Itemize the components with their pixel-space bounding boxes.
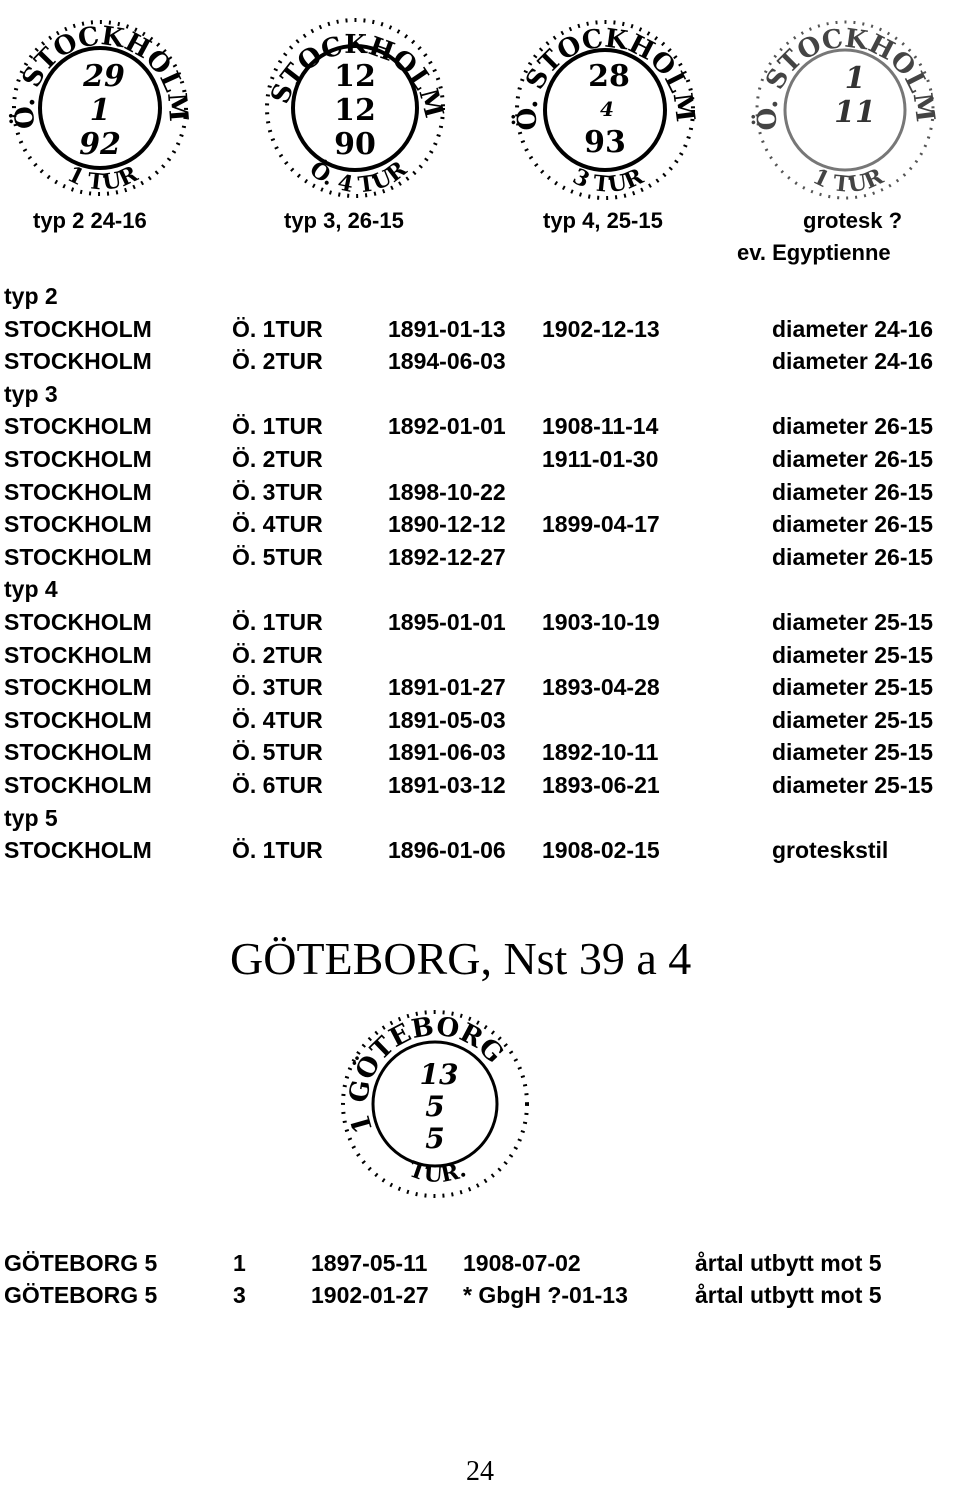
table-cell: STOCKHOLM — [4, 674, 152, 701]
table-cell: typ 5 — [4, 804, 58, 831]
table-row — [4, 446, 960, 478]
table-cell: 1902-01-27 — [311, 1282, 429, 1308]
table-cell: Ö. 3TUR — [232, 674, 323, 701]
table-cell: diameter 26-15 — [772, 413, 934, 440]
svg-text:TUR. — [406, 1156, 470, 1188]
table-cell: STOCKHOLM — [4, 315, 152, 342]
table-cell: 1892-12-27 — [388, 543, 506, 570]
stamp-arc-top: Ö. STOCKHOLM — [512, 23, 700, 131]
table-row — [4, 707, 960, 739]
table-cell: diameter 25-15 — [772, 674, 934, 701]
table-cell: diameter 25-15 — [772, 706, 934, 733]
table-cell: STOCKHOLM — [4, 641, 152, 668]
table-cell: typ 3 — [4, 380, 58, 407]
stamp-line: 4 — [600, 97, 614, 121]
table-cell: Ö. 1TUR — [232, 609, 323, 635]
table-row — [4, 381, 960, 413]
table-cell: diameter 26-15 — [772, 543, 934, 570]
table-cell: STOCKHOLM — [4, 739, 152, 766]
table-row — [4, 576, 960, 608]
table-cell: typ 4 — [4, 576, 58, 603]
stamp-line: 90 — [334, 127, 376, 162]
table-row — [4, 805, 960, 837]
table-row — [4, 511, 960, 543]
stamp-arc-bottom: TUR. — [405, 1156, 470, 1189]
table-cell: 1908-02-15 — [542, 837, 660, 864]
table-cell: * GbgH ?-01-13 — [463, 1282, 628, 1308]
postmark-goteborg — [335, 1000, 535, 1200]
caption-typ2: typ 2 24-16 — [33, 208, 147, 233]
table-cell: diameter 25-15 — [772, 772, 934, 798]
table-cell: 1895-01-01 — [388, 609, 506, 635]
table-cell: Ö. 4TUR — [232, 511, 323, 538]
stamp-arc-bottom: 3 TUR — [568, 163, 648, 199]
table-cell: STOCKHOLM — [4, 413, 152, 440]
table-cell: STOCKHOLM — [4, 772, 152, 798]
table-row — [4, 283, 960, 315]
table-cell: diameter 24-16 — [772, 348, 934, 375]
table-row — [4, 772, 960, 804]
table-row — [4, 1282, 960, 1314]
table-cell: diameter 25-15 — [772, 641, 934, 668]
table-cell: årtal utbytt mot 5 — [695, 1282, 882, 1308]
table-cell: GÖTEBORG 5 — [4, 1282, 158, 1308]
table-cell: STOCKHOLM — [4, 348, 152, 375]
table-cell: 1908-07-02 — [463, 1250, 581, 1276]
table-cell: 1897-05-11 — [311, 1250, 428, 1276]
stamp-line: 28 — [588, 59, 630, 94]
stamp-line: 93 — [584, 125, 626, 160]
table-cell: STOCKHOLM — [4, 511, 152, 538]
stamp-arc-top: 1 GÖTEBORG — [343, 1011, 510, 1137]
table-row — [4, 479, 960, 511]
table-cell: 1894-06-03 — [388, 348, 506, 375]
table-cell: diameter 26-15 — [772, 446, 934, 472]
table-row — [4, 609, 960, 641]
table-cell: 1898-10-22 — [388, 478, 506, 505]
table-cell: Ö. 1TUR — [232, 315, 323, 342]
table-row — [4, 739, 960, 771]
table-cell: 1891-01-13 — [388, 315, 506, 342]
stamp-line: 29 — [83, 59, 125, 94]
table-cell: Ö. 4TUR — [232, 706, 323, 733]
table-row — [4, 316, 960, 348]
stamp-arc-bottom: 1 TUR — [63, 161, 142, 196]
table-cell: diameter 25-15 — [772, 739, 934, 766]
stamp-line: 13 — [419, 1058, 459, 1091]
goteborg-heading: GÖTEBORG, Nst 39 a 4 — [230, 933, 692, 984]
table-cell: STOCKHOLM — [4, 446, 152, 472]
table-row — [4, 1250, 960, 1282]
stamp-line: 12 — [334, 59, 376, 94]
caption-typ3: typ 3, 26-15 — [284, 208, 404, 233]
table-cell: 1903-10-19 — [542, 609, 660, 635]
table-row — [4, 837, 960, 869]
table-cell: 1891-01-27 — [388, 674, 506, 701]
table-cell: diameter 26-15 — [772, 511, 934, 538]
postmark-stamp-3 — [505, 10, 705, 200]
table-cell: 1902-12-13 — [542, 315, 660, 342]
table-cell: STOCKHOLM — [4, 706, 152, 733]
table-cell: Ö. 2TUR — [232, 348, 323, 375]
postmark-stamp-4 — [745, 10, 945, 200]
table-cell: Ö. 5TUR — [232, 543, 323, 570]
postmark-stamp-1 — [0, 8, 200, 198]
stamp-line: 12 — [334, 93, 376, 128]
table-row — [4, 544, 960, 576]
table-cell: STOCKHOLM — [4, 478, 152, 505]
table-cell: STOCKHOLM — [4, 543, 152, 570]
table-cell: Ö. 3TUR — [232, 478, 323, 505]
table-cell: 1 — [233, 1250, 246, 1276]
table-cell: 1893-04-28 — [542, 674, 660, 701]
table-cell: STOCKHOLM — [4, 609, 152, 635]
table-cell: 3 — [233, 1282, 246, 1308]
table-cell: STOCKHOLM — [4, 837, 152, 864]
caption-egyptienne: ev. Egyptienne — [737, 240, 891, 265]
table-cell: diameter 25-15 — [772, 609, 934, 635]
table-row — [4, 413, 960, 445]
table-cell: 1892-10-11 — [542, 739, 659, 766]
table-cell: groteskstil — [772, 837, 889, 864]
stamp-line: 5 — [425, 1090, 445, 1123]
table-cell: 1892-01-01 — [388, 413, 506, 440]
stamp-arc-bottom: Ö. 4 TUR — [304, 156, 412, 198]
table-cell: årtal utbytt mot 5 — [695, 1250, 882, 1276]
table-cell: Ö. 1TUR — [232, 837, 323, 864]
table-cell: Ö. 2TUR — [232, 641, 323, 668]
table-cell: Ö. 5TUR — [232, 739, 323, 766]
table-cell: Ö. 6TUR — [232, 772, 323, 798]
table-row — [4, 642, 960, 674]
postmark-stamp-2 — [255, 8, 455, 198]
table-cell: typ 2 — [4, 283, 58, 309]
stamp-arc-top: Ö. STOCKHOLM — [752, 23, 940, 131]
stamp-arc-top: Ö. STOCKHOLM — [9, 21, 194, 130]
table-cell: 1891-06-03 — [388, 739, 506, 766]
stamp-arc-top: STOCKHOLM — [265, 29, 449, 121]
table-row — [4, 348, 960, 380]
table-cell: 1891-05-03 — [388, 706, 506, 733]
stamp-line: 11 — [834, 95, 876, 130]
table-cell: 1908-11-14 — [542, 413, 659, 440]
table-cell: 1891-03-12 — [388, 772, 506, 798]
table-cell: 1911-01-30 — [542, 446, 659, 472]
stamp-arc-bottom: 1 TUR — [808, 163, 888, 199]
table-cell: diameter 26-15 — [772, 478, 934, 505]
table-cell: diameter 24-16 — [772, 315, 934, 342]
table-cell: Ö. 1TUR — [232, 413, 323, 440]
stamp-line: 1 — [844, 61, 866, 96]
svg-text:1 TUR — [809, 163, 888, 198]
stamp-line: 5 — [425, 1122, 445, 1155]
table-cell: 1893-06-21 — [542, 772, 660, 798]
caption-grotesk: grotesk ? — [803, 208, 903, 233]
page-number: 24 — [466, 1456, 494, 1487]
stamp-line: 1 — [89, 93, 111, 128]
table-cell: GÖTEBORG 5 — [4, 1250, 158, 1276]
stamp-line: 92 — [79, 127, 121, 162]
caption-typ4: typ 4, 25-15 — [543, 208, 663, 233]
table-cell: 1890-12-12 — [388, 511, 506, 538]
table-cell: 1899-04-17 — [542, 511, 660, 538]
table-row — [4, 674, 960, 706]
table-cell: 1896-01-06 — [388, 837, 506, 864]
table-cell: Ö. 2TUR — [232, 446, 323, 472]
